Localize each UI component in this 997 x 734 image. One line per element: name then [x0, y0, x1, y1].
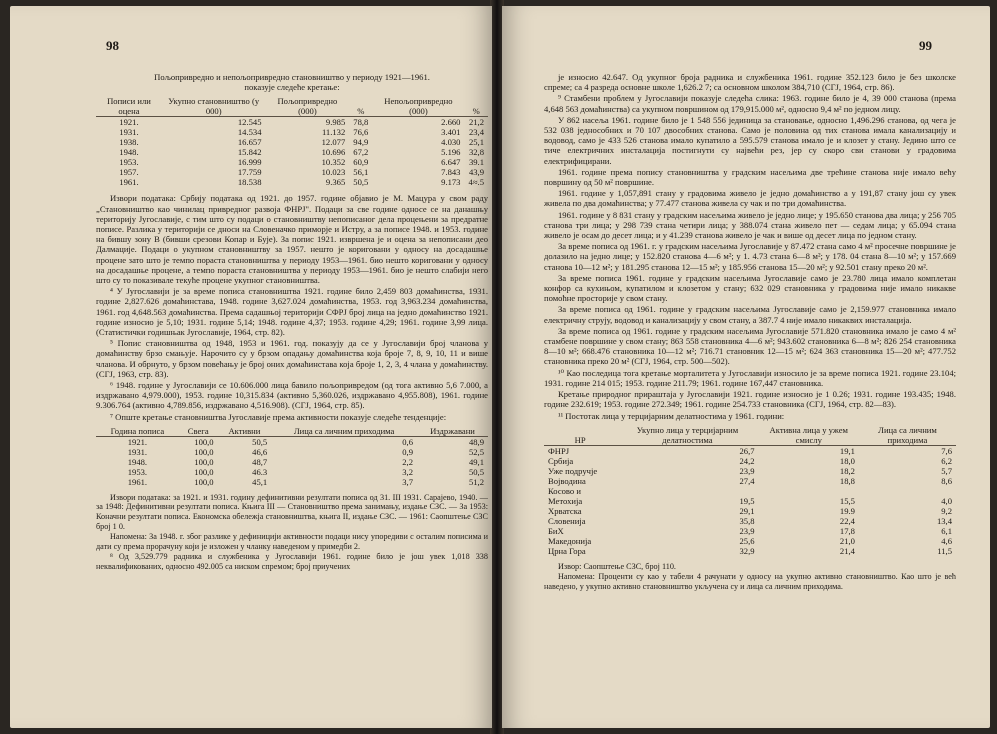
table-cell: Хрватска: [548, 505, 582, 516]
table3-header: Активна лица у ужем смислу: [759, 425, 859, 446]
table-cell: 56,1: [353, 167, 369, 178]
table-cell: Србија: [548, 455, 574, 466]
table-cell: 1953.: [127, 466, 148, 477]
left-paragraphs-after: [96, 493, 488, 572]
table1-header: Пољопривредно (000): [266, 96, 350, 117]
table-cell: 0,9: [402, 446, 413, 457]
table-cell: 23,9: [739, 525, 755, 536]
table3-row: [544, 445, 956, 456]
table-cell: 100,0: [194, 466, 214, 477]
page-number: 99: [919, 38, 932, 53]
table3-header: Лица са личним приходима: [859, 425, 956, 446]
table-cell: 49,1: [468, 456, 484, 467]
table-cell: 100,0: [194, 446, 214, 457]
table3-header: НР: [544, 425, 616, 446]
table-cell: 4,0: [941, 495, 952, 506]
table-cell: 100,0: [194, 476, 214, 487]
left-page-content: [96, 72, 488, 573]
table-cell: 19,1: [839, 445, 855, 456]
table-cell: 100,0: [194, 436, 214, 447]
table-cell: 1921.: [127, 436, 148, 447]
table-cell: БиХ: [548, 525, 564, 536]
table3-body: [544, 445, 956, 556]
paragraph: За време пописа од 1961. године у градским насељима Југославије само је 2,159.977 становника имало електричну струју, водовод и канализацију у свом стану, а 387.7 4 није имало никаквих инсталација.: [544, 304, 956, 325]
table-cell: 1931.: [127, 446, 148, 457]
paragraph: ¹¹ Постотак лица у терцијарним делатностима у 1961. години:: [558, 410, 785, 421]
right-paragraphs: [544, 72, 956, 421]
table1-header: Пописи или оцена: [96, 96, 162, 117]
table-cell: 2.660: [441, 117, 461, 128]
table-cell: 52,5: [468, 446, 484, 457]
table-cell: 13,4: [936, 515, 952, 526]
table-cell: 1948.: [127, 456, 148, 467]
table2-body: [96, 436, 488, 487]
table2-activity: [96, 426, 488, 487]
table-cell: 12.077: [321, 137, 346, 148]
table-cell: 6,1: [941, 525, 952, 536]
table-cell: 21,4: [839, 545, 855, 556]
table2-row: [96, 447, 488, 457]
table1-title-line1: Пољопривредно и непољопривредно становништво у периоду 1921—1961.: [154, 72, 430, 82]
table3-row: [544, 486, 956, 506]
table-cell: Црна Гора: [548, 545, 586, 556]
left-paragraphs: [96, 193, 488, 421]
table-cell: 18,0: [839, 455, 855, 466]
table-cell: Уже подручје: [548, 465, 598, 476]
table-cell: 25,6: [739, 535, 755, 546]
table-cell: 51,2: [468, 476, 484, 487]
table-cell: ФНРЈ: [548, 445, 570, 456]
table-cell: 3,2: [402, 466, 413, 477]
table-cell: 9.985: [325, 117, 346, 128]
table-cell: 9.173: [441, 177, 461, 188]
paragraph: Извор: Саопштење СЗС, број 110.: [558, 561, 676, 571]
table-cell: Војводина: [548, 475, 586, 486]
table1-title-line2: показује следеће кретање:: [244, 82, 340, 93]
paragraph: Извори података: за 1921. и 1931. годину дефинитивни резултати пописа од 31. III 1931. Сарајево, 1940. — за 1948: Дефинитивни резултати пописа. Књига III — Становништво према занимању, издање СЗС. — За 1953: Коначни резултати пописа. Економска обележја становништва, књига II, издање СЗС. — 1961: Саопштење СЗС број 1 0.: [96, 492, 488, 531]
table-cell: 18.538: [237, 177, 262, 188]
table-cell: 10.023: [321, 167, 346, 178]
table-cell: 35,8: [739, 515, 755, 526]
table-cell: 10.352: [321, 157, 346, 168]
paragraph: У 862 насеља 1961. године било је 1 548 556 јединица за становање, односно 1,496.296 станова, од чега је 532 038 једнособних и 70 107 двособних станова. Само је половина од тих станова имала канализацију и водовод, само је 433 526 станова имало купатило а 595.579 станова имало је и клозет у стану. Једино што се тиче електричних инсталација постигнути су највећи рез, јер су скоро сви станови у градовима електрифицирани.: [544, 114, 956, 166]
table-cell: 3,7: [402, 476, 413, 487]
table2-header: Лица са личним приходима: [271, 426, 417, 437]
table-cell: 67,2: [353, 147, 369, 158]
paragraph: ⁵ Попис становништва од 1948, 1953 и 1961. год. показују да се у Југославији број чланова у домаћинству брзо смањује. Нарочито су у брзом опадању домаћинства која броје 7, 8, 9, 10, 11 и више чланова. И обрнуто, у брзом повећању је број оних домаћинстава која броје 1, 2, 3, 4 члана у домаћинству. (СГЈ, 1963, стр. 83).: [96, 338, 488, 379]
table-cell: 32,9: [739, 545, 755, 556]
right-page: [502, 6, 990, 728]
table3-row: [544, 456, 956, 466]
table-cell: 6.647: [441, 157, 461, 168]
table-cell: 15.842: [237, 147, 262, 158]
table3-row: [544, 536, 956, 546]
table1-row: [96, 117, 488, 128]
paragraph: ⁸ Од 3,529.779 радника и службеника у Југославији 1961. године било је још увек 1,018 338 неквалификованих, односно 492.005 са ниском спремом; број приучених: [96, 552, 488, 572]
table-cell: Косово и Метохија: [548, 485, 583, 506]
table-cell: 3.401: [441, 127, 461, 138]
table-cell: 17,8: [839, 525, 855, 536]
paragraph: За време пописа од 1961. године у градским насељима Југославије 571.820 становника имало је само 4 м² стамбене површине у свом стану; 863 558 становника 4—6 м²; 943.602 становника 6—8 м²; 826 254 становника 8—10 м²; 668.476 становника 10—12 м²; 716.71 становник 12—15 м²; 624 363 становника 15—20 м²; 477.752 становника преко 20 м² (СГЈ, 1964, стр. 500—502).: [544, 325, 956, 367]
table-cell: 4,6: [941, 535, 952, 546]
table-cell: 16.657: [237, 137, 262, 148]
table-cell: 29,1: [739, 505, 755, 516]
table-cell: 1931.: [119, 127, 139, 138]
table2-header: Издржавани: [417, 426, 488, 437]
table-cell: Словенија: [548, 515, 586, 526]
table-cell: 23,4: [468, 127, 484, 138]
paragraph: 1961. године у 8 831 стану у градским насељима живело је једно лице; у 195.650 станова два лица; у 256 705 станова три лица; у 298 739 стана четири лица; у 388.074 стана живело пет — седам лица; у 65.094 стана живело је осам до десет лица; и у 41.239 станова живело је чак и више од десет лица по једном стану.: [544, 209, 956, 241]
table-cell: 45,1: [252, 476, 268, 487]
table1-agricultural-population: [96, 96, 488, 187]
table-cell: 18,2: [839, 465, 855, 476]
table-cell: 1957.: [119, 167, 139, 178]
table1-header: %: [349, 96, 372, 117]
table-cell: 9,2: [941, 505, 952, 516]
table-cell: 1948.: [119, 147, 139, 158]
table-cell: 0,6: [402, 436, 413, 447]
table-cell: 4.030: [441, 137, 461, 148]
paragraph: је износио 42.647. Од укупног броја радника и службеника 1961. године 352.123 било је без школске спреме; са 4 разреда основне школе 1,626.2 7; са основном школом 384,710 (СГЈ, 1964, стр. 86).: [544, 72, 956, 93]
table-cell: 14.534: [237, 127, 262, 138]
paragraph: 1961. године према попису становништва у градским насељима две трећине станова није имало већу површину од 50 м² површине.: [544, 166, 956, 188]
table1-header: Непољопривредно (000): [372, 96, 464, 117]
table-cell: 10.696: [321, 147, 346, 158]
table1-row: [96, 127, 488, 137]
paragraph: ⁴ У Југославији је за време пописа становништва 1921. године било 2,459 803 домаћинства, 1931. године 2,827.626 домаћинстава, 1948. године 3,627.024 домаћинства, 1953. год 3,963.234 домаћинства, 1961. год 4,648.563 домаћинства. Према садашњој територији СФРЈ број лица на једно домаћинство 1921. године износио је 5,10; 1931. године 5,14; 1948. године 4,37; 1953. године 4,29; 1961. године 3,99 лица. (Статистички годишњак Југославије, 1964, стр. 82).: [96, 286, 488, 338]
table-cell: 1961.: [127, 476, 148, 487]
table-cell: 100,0: [194, 456, 214, 467]
table-cell: 78,8: [353, 117, 369, 128]
table-cell: 12.545: [237, 117, 262, 128]
table-cell: 22,4: [839, 515, 855, 526]
table-cell: 1921.: [119, 117, 139, 128]
table2-header: Година пописа: [96, 426, 179, 437]
table-cell: 15,5: [839, 495, 855, 506]
table-cell: 2,2: [402, 456, 413, 467]
table-cell: 19.9: [839, 505, 855, 516]
table-cell: 46.3: [252, 466, 268, 477]
table-cell: 5,7: [941, 465, 952, 476]
table-cell: 8,6: [941, 475, 952, 486]
paragraph: ⁶ 1948. године у Југославији се 10.606.000 лица бавило пољопривредом (од тога активно 5,6 7.000, а издржавано 4,979.000), 1953. године 10,315.834 (активно 5,360.026, издржавано 4,955.808), 1961. године 9.306.764 (активно 4,789.856, издржавано 4,516.908). (СГЈ, 1964, стр. 85).: [96, 380, 488, 411]
table3-row: [544, 526, 956, 536]
table-cell: 39.1: [468, 157, 484, 168]
table3-header: Укупно лица у терцијарним делатностима: [616, 425, 758, 446]
table-cell: 1961.: [119, 177, 139, 188]
table-cell: 9.365: [325, 177, 346, 188]
table-cell: 46,6: [252, 446, 268, 457]
table2-row: [96, 457, 488, 467]
paragraph: ⁷ Опште кретање становништва Југославије према активности показује следеће тенденције:: [110, 411, 447, 422]
table-cell: 7.843: [441, 167, 461, 178]
table-cell: 17.759: [237, 167, 262, 178]
table-cell: 76,6: [353, 127, 369, 138]
page-number: 98: [106, 38, 119, 53]
table3-row: [544, 516, 956, 526]
table1-header: %: [464, 96, 488, 117]
table2-row: [96, 467, 488, 477]
table3-tertiary: [544, 425, 956, 556]
table1-header: Укупно становништво (у 000): [162, 96, 266, 117]
paragraph: ¹⁰ Као последица тога кретање морталитета у Југославији износило је за време пописа 1921. године 23.104; 1931. године 214 015; 1953. године 211.79; 1961. године 167,447 становника.: [544, 367, 956, 388]
table-cell: 27,4: [739, 475, 755, 486]
paragraph: Напомена: За 1948. г. због разлике у дефиницији активности подаци нису упоредиви с осталим пописима и дати су према прорачуну који је изложен у чланку наведеном у примедби 2.: [96, 532, 488, 551]
table-cell: 50,5: [252, 436, 268, 447]
table2-row: [96, 436, 488, 447]
table-cell: 18,8: [839, 475, 855, 486]
paragraph: Напомена: Проценти су као у табели 4 рачунати у односу на укупно активно становништво. Као што је већ наведено, у укупно активно становништво укључена су и лица са личним приходима.: [544, 572, 956, 591]
table-cell: 5.196: [441, 147, 461, 158]
table1-row: [96, 137, 488, 147]
table-cell: 21,2: [468, 117, 484, 128]
paragraph: ⁹ Стамбени проблем у Југославији показује следећа слика: 1963. године било је 4, 39 000 станова (према 4,648 563 домаћинства) са укупном површином од 179,915.000 м², односно 9,4 м² по једном лицу.: [544, 93, 956, 114]
paragraph: 1961. године у 1,057,891 стану у градовима живело је једно домаћинство а у 191,87 стану још су увек живела по два домаћинства; у 77.477 станова живела су чак и по три домаћинства.: [544, 188, 956, 209]
table-cell: 11,5: [937, 545, 952, 556]
table-cell: 43,9: [468, 167, 484, 178]
table-cell: 50,5: [468, 466, 484, 477]
left-page: [10, 6, 492, 728]
table2-row: [96, 477, 488, 487]
table1-body: [96, 117, 488, 188]
table-cell: 48,9: [468, 436, 484, 447]
table3-row: [544, 476, 956, 486]
table-cell: 4≈.5: [468, 177, 484, 188]
table3-row: [544, 466, 956, 476]
table-cell: Македонија: [548, 535, 592, 546]
table3-row: [544, 506, 956, 516]
table3-row: [544, 546, 956, 556]
paragraph: За време пописа од 1961. г. у градским насељима Југославије у 87.472 стана само 4 м² просечне површине је долазило на једно лице; у 152.820 станова 4—6 м²; у 1. 4.73 стана 6—8 м²; у 178. 04 стана 8—10 м²; у 157.669 станова 10—12 м²; у 181.295 станова 12—15 м²; у 185.956 станова 15—20 м²; у 92.501 стану преко 20 м².: [544, 241, 956, 272]
paragraph: Извори података: Србију података од 1921. до 1957. године објавио је М. Мацура у свом раду „Становништво као чинилац привредног развоја ФНРЈ". Подаци за све године односе се на данашњу територију Југославије, с тим што су подаци о становништву непописаног дела процењени за предратне пописе. Разлика у територији се дноси на Словеначко приморје и Истру, а за пописе 1948. и 1953. године на бившу зону В (бивши срезови Копар и Бује). За попис 1921. извршена је и оцена за непописани део Далмације. Подаци о укупном становништву за 1957. нешто је кориговани у односу на досадашње процене зато што је темпо пораста становништва у периоду 1953—1961. био нешто кориговани у односу на досадашње процене, а темпо пораста становништва у периоду 1953—1961. био је нешто слабији него што су то показивале текуће процене укупног становништва.: [96, 193, 488, 286]
table1-row: [96, 177, 488, 187]
table-cell: 6,2: [941, 455, 952, 466]
table-cell: 94,9: [353, 137, 369, 148]
table-cell: 25,1: [468, 137, 484, 148]
table-cell: 11.132: [321, 127, 346, 138]
paragraph: За време пописа 1961. године у градским насељима Југославије само је 23.780 лица имало комплетан конфор са кухињом, купатилом и клозетом у стану; 632 029 становника у градовима није имало никакве помоћне просторије у свом стану.: [544, 272, 956, 304]
table1-row: [96, 147, 488, 157]
table-cell: 19,5: [739, 495, 755, 506]
table-cell: 32,8: [468, 147, 484, 158]
table-cell: 26,7: [739, 445, 755, 456]
table1-row: [96, 157, 488, 167]
table-cell: 1938.: [119, 137, 139, 148]
table-cell: 24,2: [739, 455, 755, 466]
table-cell: 50,5: [353, 177, 369, 188]
table1-row: [96, 167, 488, 177]
table-cell: 23,9: [739, 465, 755, 476]
table2-header: Активни: [218, 426, 272, 437]
table-cell: 21,0: [839, 535, 855, 546]
table-cell: 16.999: [237, 157, 262, 168]
table-cell: 60,9: [353, 157, 369, 168]
table-cell: 7,6: [941, 445, 952, 456]
right-paragraphs-after: [544, 562, 956, 592]
table-cell: 48,7: [252, 456, 268, 467]
table2-header: Свега: [179, 426, 218, 437]
right-page-content: [544, 72, 956, 592]
table-cell: 1953.: [119, 157, 139, 168]
paragraph: Кретање природног прираштаја у Југославији 1921. године износио је 1 0.26; 1931. године 193.435; 1948. године 232.619; 1953. године 272.349; 1961. године 254.733 становника (СГЈ, 1964, стр. 82—83).: [544, 389, 956, 410]
